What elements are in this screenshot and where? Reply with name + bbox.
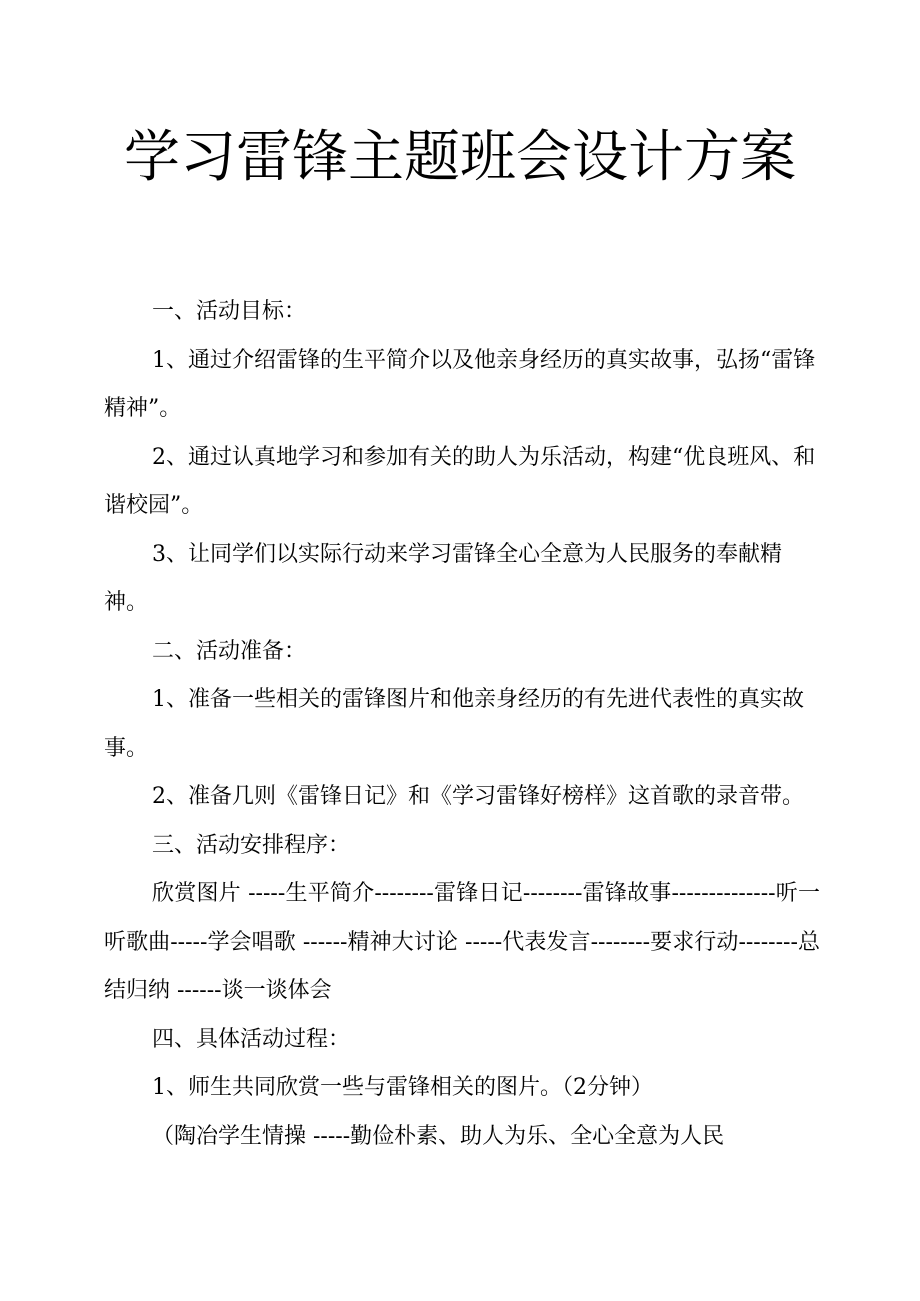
goal-item-2: 2、通过认真地学习和参加有关的助人为乐活动，构建“优良班风、和谐校园”。 <box>104 444 816 518</box>
preparation-item-2: 2、准备几则《雷锋日记》和《学习雷锋好榜样》这首歌的录音带。 <box>152 784 804 809</box>
document-title: 学习雷锋主题班会设计方案 <box>124 125 796 190</box>
goal-item-3: 3、让同学们以实际行动来学习雷锋全心全意为人民服务的奉献精神。 <box>104 541 782 615</box>
process-note: （陶冶学生情操 -----勤俭朴素、助人为乐、全心全意为人民 <box>152 1123 725 1149</box>
preparation-item-1: 1、准备一些相关的雷锋图片和他亲身经历的有先进代表性的真实故事。 <box>104 687 804 761</box>
schedule-sequence: 欣赏图片 -----生平简介--------雷锋日记--------雷锋故事--------------听一听歌曲-----学会唱歌 ------精神大讨论 -----代表发言--------要求行动--------总结归纳 ------谈一谈体会 <box>104 881 820 1003</box>
section-heading-preparation: 二、活动准备： <box>152 638 307 664</box>
process-item-1: 1、师生共同欣赏一些与雷锋相关的图片。（2分钟） <box>152 1075 653 1100</box>
section-heading-process: 四、具体活动过程： <box>152 1026 351 1052</box>
document-body <box>104 288 820 1161</box>
section-heading-schedule: 三、活动安排程序： <box>152 832 351 858</box>
goal-item-1: 1、通过介绍雷锋的生平简介以及他亲身经历的真实故事，弘扬“雷锋精神”。 <box>104 347 816 421</box>
section-heading-goals: 一、活动目标： <box>152 299 307 324</box>
